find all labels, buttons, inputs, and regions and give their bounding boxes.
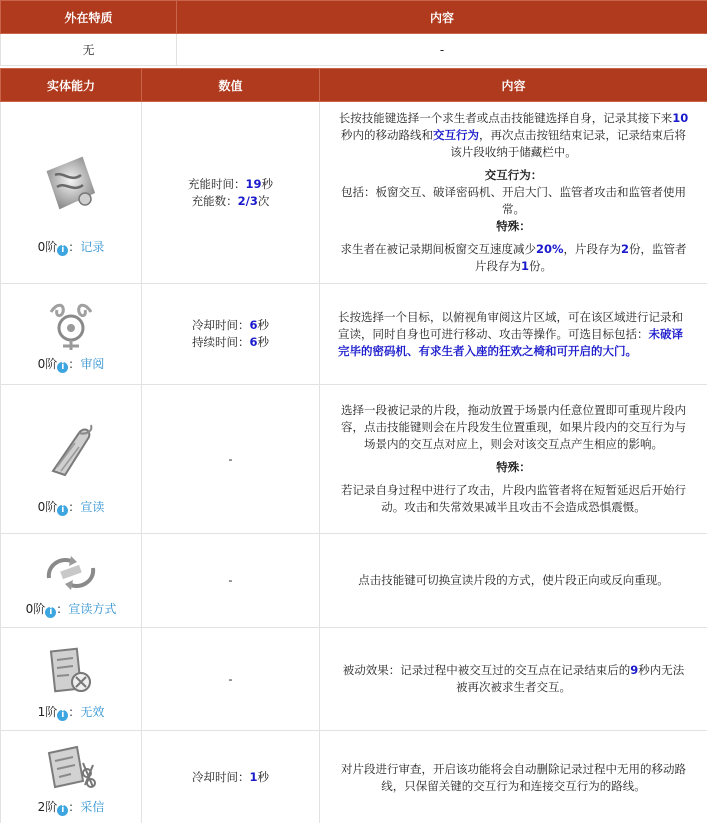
skill-cell: 1阶 i ：无效 [1,628,142,731]
info-icon[interactable]: i [57,805,68,816]
skill-description: 点击技能键可切换宣读片段的方式，使片段正向或反向重现。 [320,534,707,628]
skill-name-link[interactable]: 无效 [80,704,105,719]
skill-table [0,68,707,823]
info-icon[interactable]: i [57,710,68,721]
skill-level: 2阶 [37,800,58,814]
info-icon[interactable]: i [57,362,68,373]
skill-values: - [142,534,320,628]
trait-header-row [1,1,707,34]
skill-level: 1阶 [37,704,58,719]
skill-name-link[interactable]: 采信 [80,800,105,814]
trait-row [1,34,707,66]
info-icon[interactable]: i [57,505,68,516]
skill-description: 被动效果：记录过程中被交互过的交互点在记录结束后的9秒内无法被再次被求生者交互。 [320,628,707,731]
skill-row-record [1,102,707,284]
skill-row-proclaim [1,385,707,534]
trait-content-value: - [177,34,707,66]
skill-name-link[interactable]: 记录 [80,240,105,254]
content-header: 内容 [320,69,707,102]
skill-cell: 0阶 i ：宣读方式 [1,534,142,628]
skill-row-review [1,284,707,385]
skill-row-invalid [1,628,707,731]
skill-level-label: 0阶 i ：记录 [37,240,105,255]
proclaim-skill-icon [1,403,141,499]
skill-cell: 2阶 i ：采信 [1,731,142,823]
skill-values: 冷却时间：1秒 [142,731,320,823]
skill-header: 实体能力 [1,69,142,102]
skill-cell: 0阶 i ：宣读 [1,385,142,534]
trait-value: 无 [1,34,177,66]
skill-values: 冷却时间：6秒 持续时间：6秒 [142,284,320,385]
value-header: 数值 [142,69,320,102]
record-skill-icon [1,129,141,239]
skill-level: 0阶 [37,240,58,254]
skill-row-adopt [1,731,707,823]
skill-cell [1,102,142,284]
skill-values: 充能时间：19秒 充能数：2/3次 [142,102,320,284]
skill-name-link[interactable]: 审阅 [80,356,105,371]
skill-description: 对片段进行审查，开启该功能将会自动删除记录过程中无用的移动路线，只保留关键的交互行为和连接交互行为的路线。 [320,731,707,823]
skill-description: 长按选择一个目标，以俯视角审阅这片区域，可在该区域进行记录和宣读，同时自身也可进行移动、攻击等操作。可选目标包括：未破译完毕的密码机、有求生者入座的狂欢之椅和可开启的大门。 [320,284,707,385]
skill-description: 长按技能键选择一个求生者或点击技能键选择自身，记录其接下来10秒内的移动路线和交互行为，再次点击按钮结束记录，记录结束后将该片段收纳于储藏栏中。 交互行为： 包括：板窗交互、破译密码机、开启大门、监管者攻击和监管者使用常。 特殊： 求生者在被记录期间板窗交互速度减少20%，片段存为2份，监管者片段存为1份。 [320,102,707,284]
skill-row-proclaim-mode [1,534,707,628]
trait-table [0,0,707,66]
skill-name-link[interactable]: 宣读方式 [68,602,117,616]
skill-level: 0阶 [37,356,58,371]
info-icon[interactable]: i [45,607,56,618]
adopt-skill-icon [1,739,141,799]
skill-level: 0阶 [25,602,46,616]
skill-level: 0阶 [37,499,58,514]
review-skill-icon [1,296,141,356]
trait-header: 外在特质 [1,1,177,34]
info-icon[interactable]: i [57,245,68,256]
skill-description: 选择一段被记录的片段，拖动放置于场景内任意位置即可重现片段内容，点击技能键则会在片段发生位置重现，如果片段内的交互行为与场景内的交互点对应上，则会对该交互点产生相应的影响。 特殊： 若记录自身过程中进行了攻击，片段内监管者将在短暂延迟后开始行动。攻击和失常效果减半且攻击不会造成恐惧震慑。 [320,385,707,534]
skill-values: - [142,628,320,731]
skill-values: - [142,385,320,534]
skill-name-link[interactable]: 宣读 [80,499,105,514]
skill-cell: 0阶 i ：审阅 [1,284,142,385]
proclaim-mode-skill-icon [1,543,141,601]
skill-header-row [1,69,707,102]
trait-content-header: 内容 [177,1,707,34]
invalid-skill-icon [1,638,141,704]
